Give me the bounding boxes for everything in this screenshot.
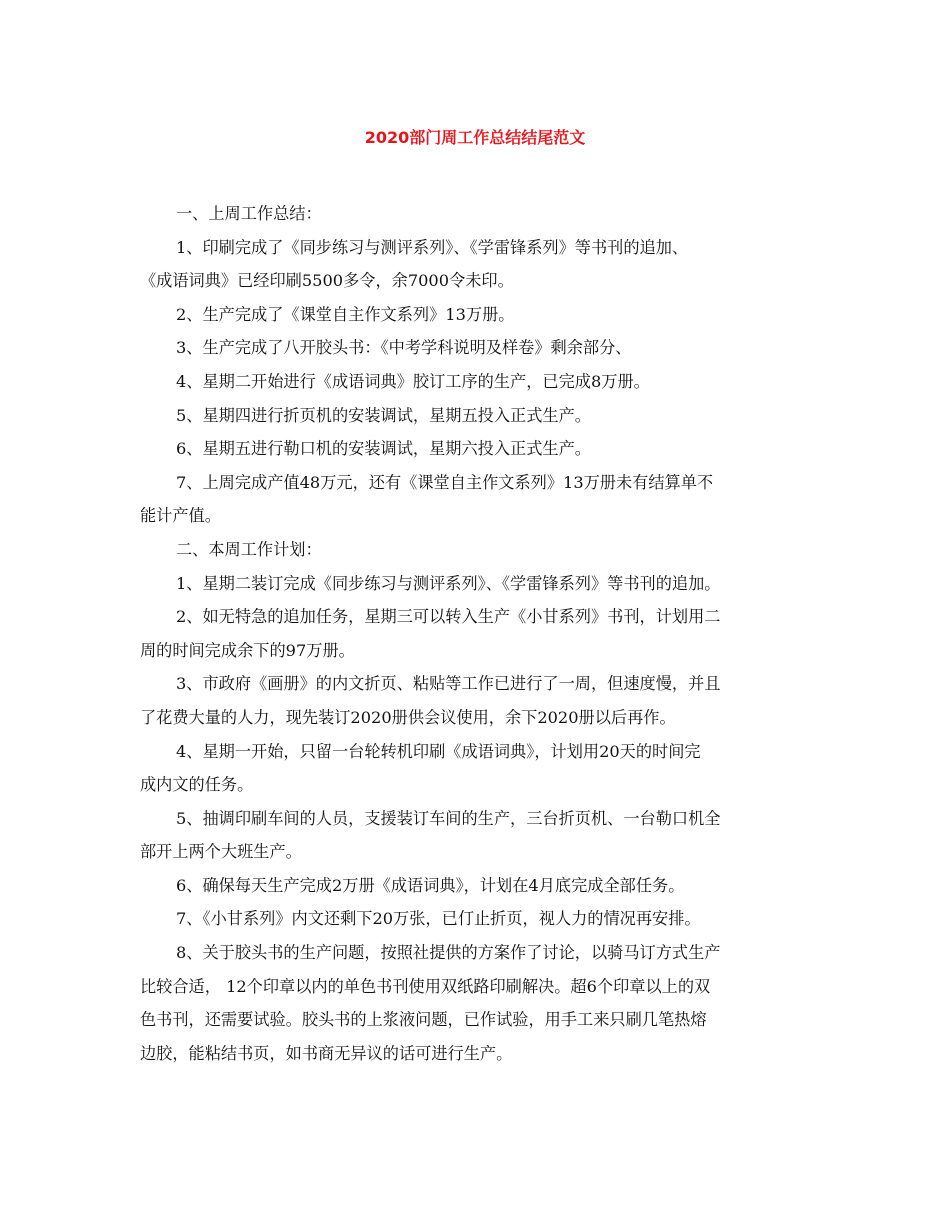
body-line: 2、如无特急的追加任务，星期三可以转入生产《小甘系列》书刊，计划用二 [176,607,721,627]
body-line: 了花费大量的人力，现先装订2020册供会议使用，余下2020册以后再作。 [140,707,676,727]
document-title: 2020部门周工作总结结尾范文 [364,128,586,147]
body-line: 7、《小甘系列》内文还剩下20万张，已仃止折页，视人力的情况再安排。 [176,909,701,929]
body-line: 1、星期二装订完成《同步练习与测评系列》、《学雷锋系列》等书刊的追加。 [176,573,721,593]
body-line: 8、关于胶头书的生产问题，按照社提供的方案作了讨论，以骑马订方式生产 [176,943,721,963]
body-line: 《成语词典》已经印刷5500多令，余7000令未印。 [140,271,514,291]
body-line: 成内文的任务。 [140,775,254,795]
body-line: 一、上周工作总结： [176,204,322,223]
body-line: 5、抽调印刷车间的人员，支援装订车间的生产，三台折页机、一台勒口机全 [176,808,721,828]
body-line: 4、星期一开始，只留一台轮转机印刷《成语词典》，计划用20天的时间完 [176,741,701,761]
body-line: 7、上周完成产值48万元，还有《课堂自主作文系列》13万册未有结算单不 [176,472,714,492]
body-line: 色书刊，还需要试验。胶头书的上浆液问题，已作试验，用手工来只刷几笔热熔 [140,1010,707,1030]
body-line: 能计产值。 [140,506,221,526]
body-line: 4、星期二开始进行《成语词典》胶订工序的生产，已完成8万册。 [176,371,650,391]
body-line: 6、星期五进行勒口机的安装调试，星期六投入正式生产。 [176,439,591,459]
body-line: 二、本周工作计划： [176,539,322,559]
body-line: 比较合适， 12个印章以内的单色书刊使用双纸路印刷解决。超6个印章以上的双 [140,976,711,996]
body-line: 3、市政府《画册》的内文折页、粘贴等工作已进行了一周，但速度慢，并且 [176,674,721,694]
body-line: 1、印刷完成了《同步练习与测评系列》、《学雷锋系列》等书刊的追加、 [176,237,689,257]
body-line: 5、星期四进行折页机的安装调试，星期五投入正式生产。 [176,405,591,425]
body-line: 6、确保每天生产完成2万册《成语词典》，计划在4月底完成全部任务。 [176,875,685,895]
body-line: 边胶，能粘结书页，如书商无异议的话可进行生产。 [140,1043,513,1063]
body-line: 2、生产完成了《课堂自主作文系列》13万册。 [176,304,515,324]
body-line: 周的时间完成余下的97万册。 [140,640,355,660]
document-body [140,197,830,1070]
body-line: 部开上两个大班生产。 [140,842,302,862]
body-line: 3、生产完成了八开胶头书：《中考学科说明及样卷》剩余部分、 [176,338,632,358]
